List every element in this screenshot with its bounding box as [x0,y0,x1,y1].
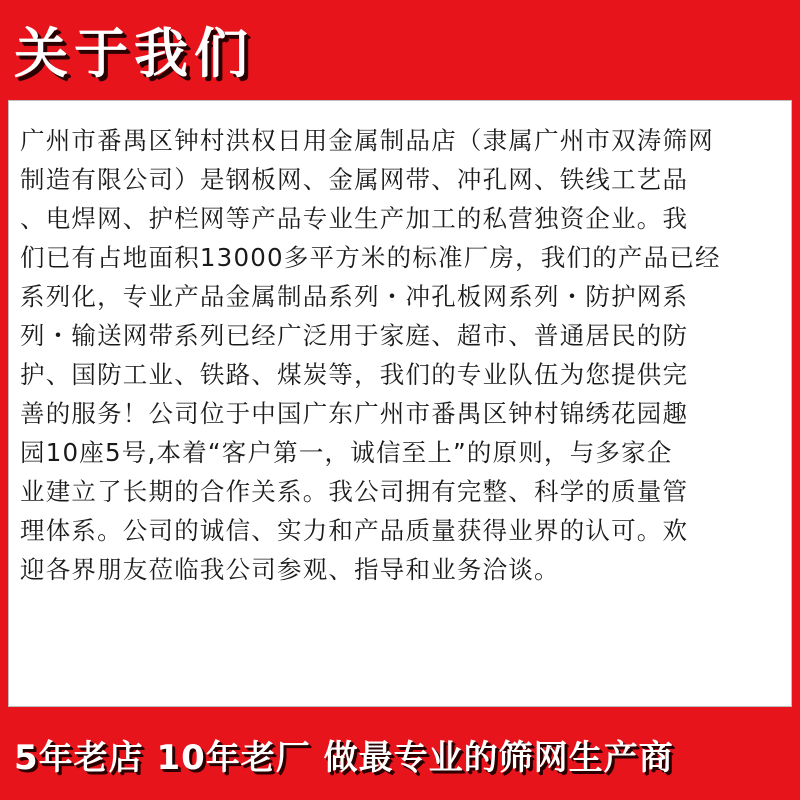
description-line: 广州市番禺区钟村洪权日用金属制品店（隶属广州市双涛筛网 [20,126,714,155]
description-line: 们已有占地面积13000多平方米的标准厂房，我们的产品已经 [20,243,721,272]
description-line: 善的服务！公司位于中国广东广州市番禺区钟村锦绣花园趣 [20,399,689,428]
page-title: 关于我们 [14,22,254,85]
description-line: 系列化，专业产品金属制品系列・冲孔板网系列・防护网系 [20,282,689,311]
footer-slogan: 5年老店 10年老厂 做最专业的筛网生产商 [14,738,674,778]
description-line: 制造有限公司）是钢板网、金属网带、冲孔网、铁线工艺品 [20,165,689,194]
description-line: 护、国防工业、铁路、煤炭等，我们的专业队伍为您提供完 [20,360,689,389]
about-us-panel [8,100,792,707]
description-line: 迎各界朋友莅临我公司参观、指导和业务洽谈。 [20,555,560,584]
footer-banner [0,707,800,800]
description-line: 理体系。公司的诚信、实力和产品质量获得业界的认可。欢 [20,516,689,545]
company-description [20,121,780,589]
description-line: 园10座5号,本着“客户第一，诚信至上”的原则，与多家企 [20,438,673,467]
header-banner [0,0,800,108]
description-line: 业建立了长期的合作关系。我公司拥有完整、科学的质量管 [20,477,689,506]
description-line: 、电焊网、护栏网等产品专业生产加工的私营独资企业。我 [20,204,689,233]
description-line: 列・输送网带系列已经广泛用于家庭、超市、普通居民的防 [20,321,689,350]
